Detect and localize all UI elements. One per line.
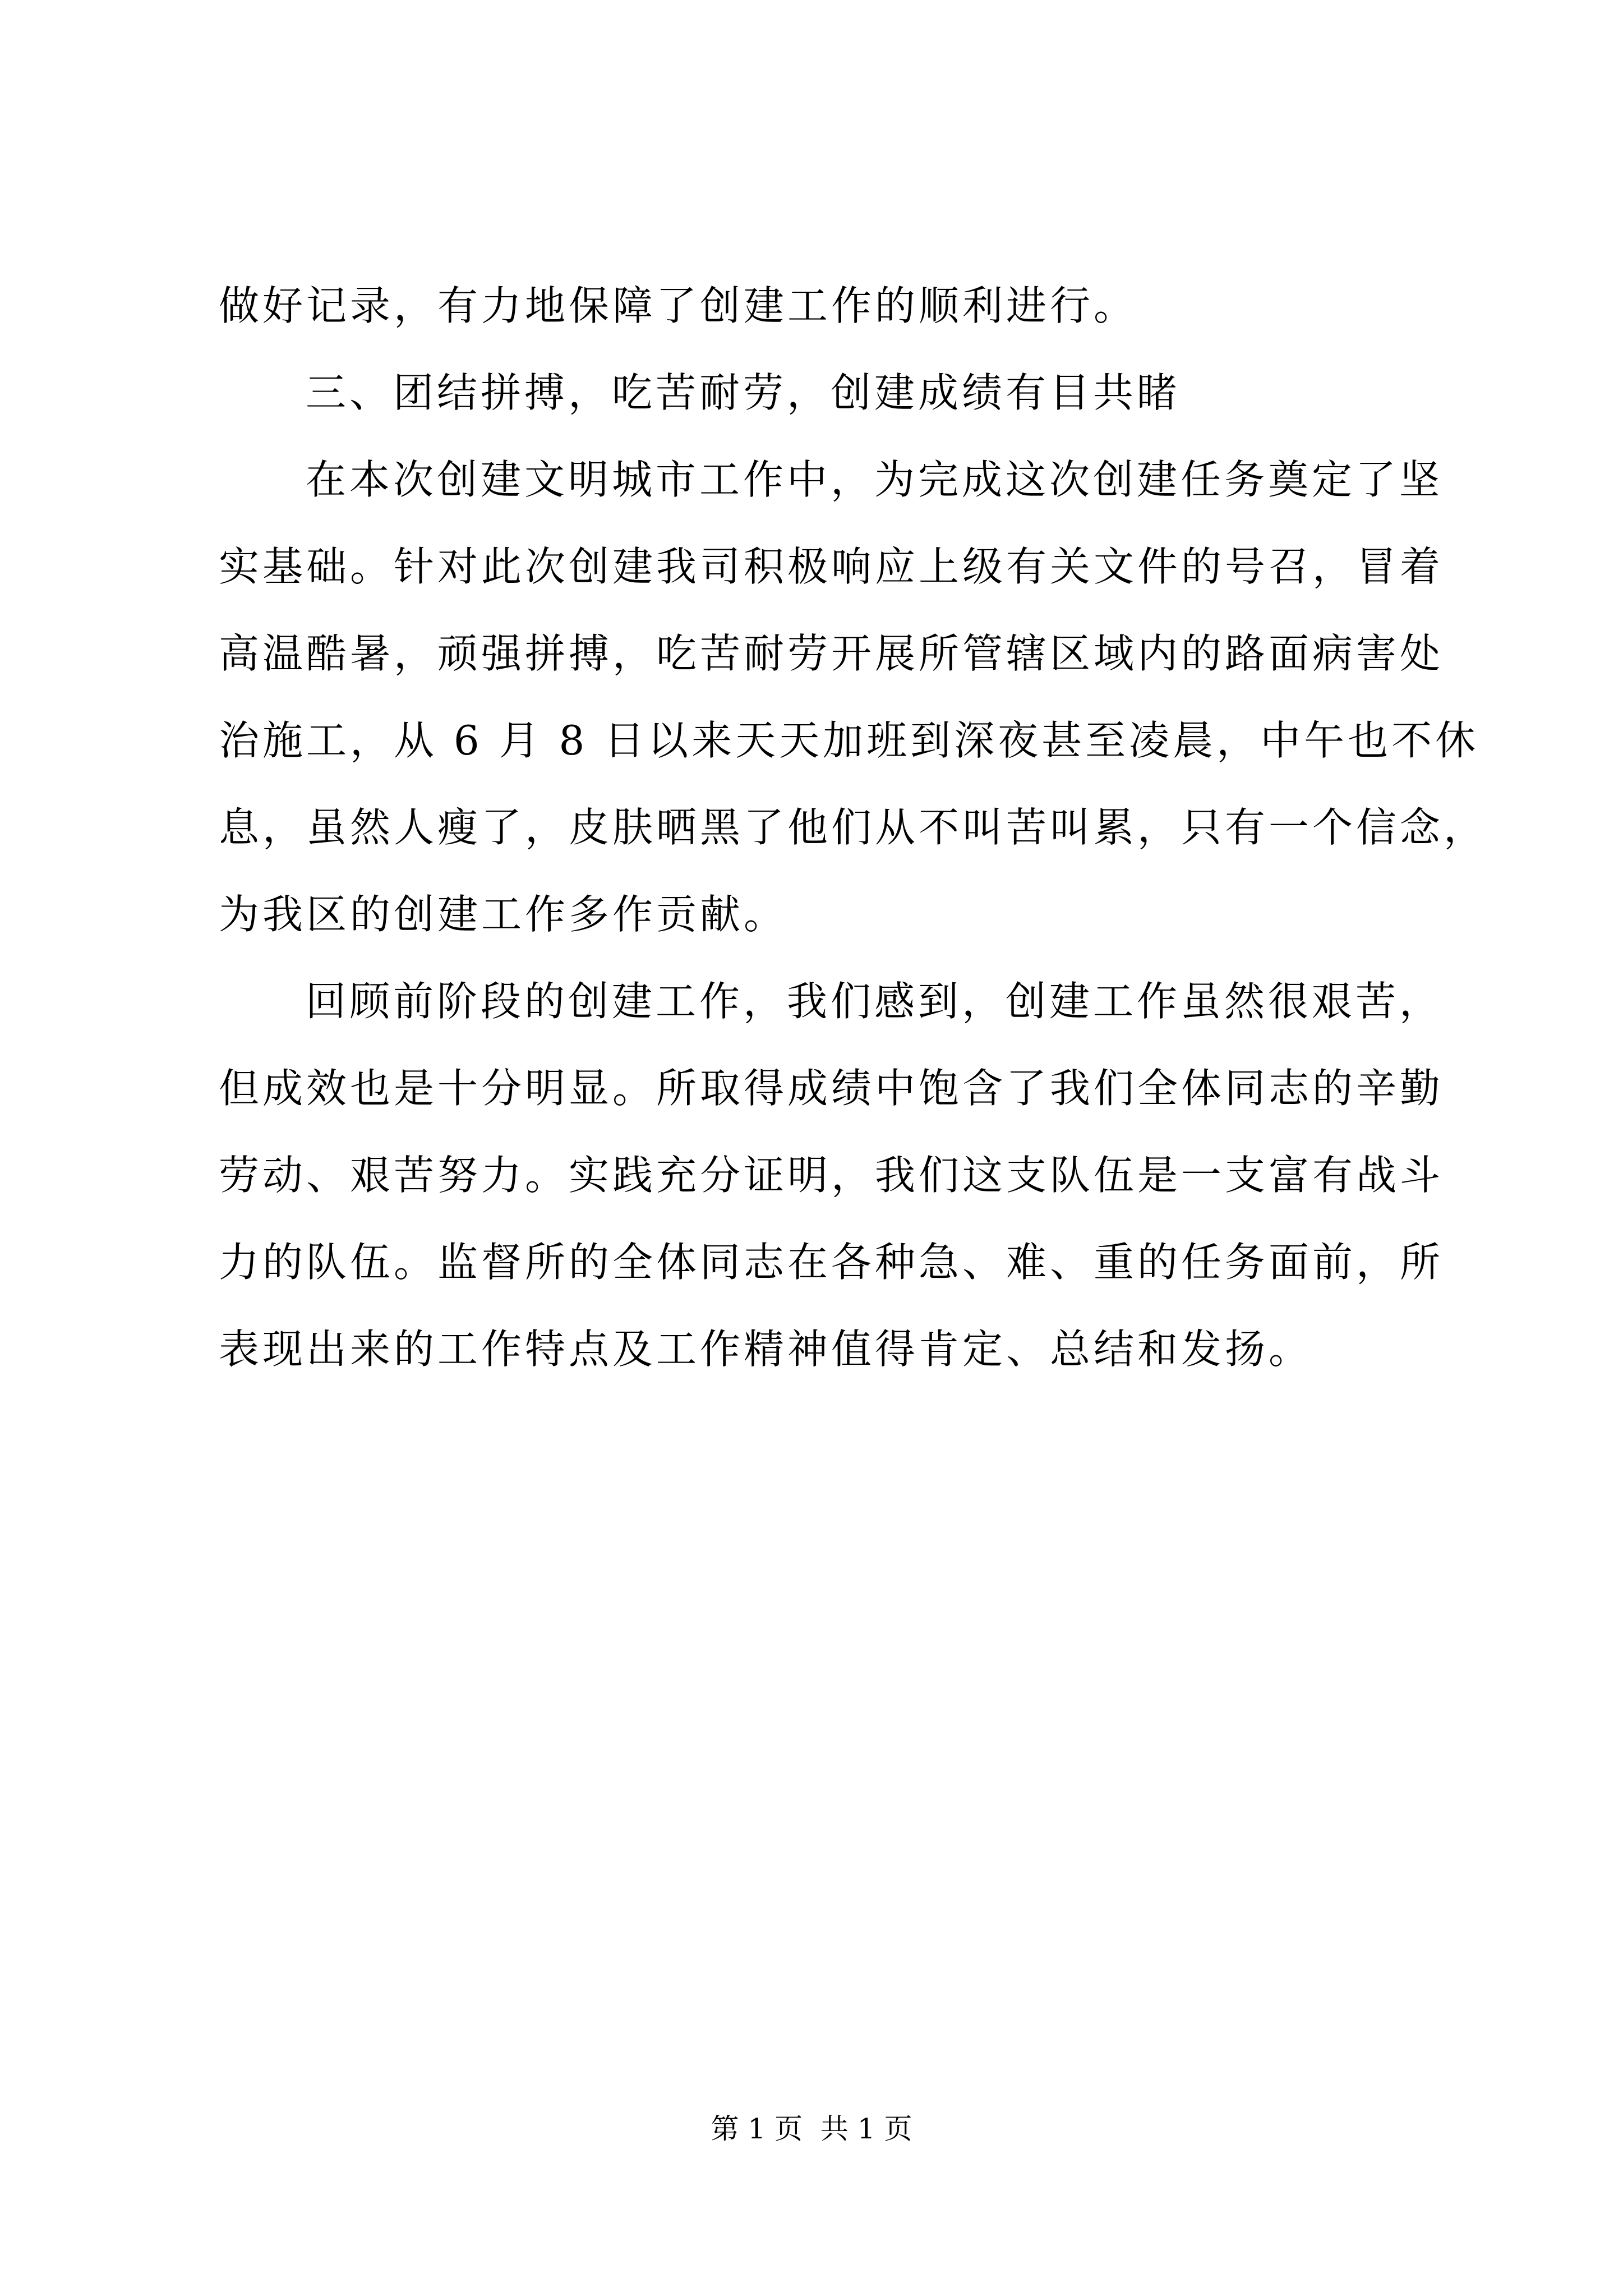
text-line: 高温酷暑，顽强拼搏，吃苦耐劳开展所管辖区域内的路面病害处 <box>219 630 1444 677</box>
text-line: 治施工，从 6 月 8 日以来天天加班到深夜甚至凌晨，中午也不休 <box>219 717 1479 764</box>
page-number: 第 1 页 共 1 页 <box>711 2113 912 2145</box>
text-line: 做好记录，有力地保障了创建工作的顺利进行。 <box>219 282 1138 329</box>
text-line: 在本次创建文明城市工作中，为完成这次创建任务奠定了坚 <box>306 456 1444 503</box>
document-body <box>219 263 1488 1393</box>
text-line: 力的队伍。监督所的全体同志在各种急、难、重的任务面前，所 <box>219 1239 1444 1286</box>
text-line: 为我区的创建工作多作贡献。 <box>219 891 788 938</box>
text-line: 回顾前阶段的创建工作，我们感到，创建工作虽然很艰苦， <box>306 978 1444 1025</box>
page-footer <box>0 2109 1623 2148</box>
text-line: 但成效也是十分明显。所取得成绩中饱含了我们全体同志的辛勤 <box>219 1065 1444 1112</box>
text-line: 实基础。针对此次创建我司积极响应上级有关文件的号召，冒着 <box>219 543 1444 590</box>
text-line: 息，虽然人瘦了，皮肤晒黑了他们从不叫苦叫累，只有一个信念， <box>219 804 1488 851</box>
text-line: 劳动、艰苦努力。实践充分证明，我们这支队伍是一支富有战斗 <box>219 1152 1444 1199</box>
text-line: 表现出来的工作特点及工作精神值得肯定、总结和发扬。 <box>219 1326 1313 1373</box>
section-heading: 三、团结拼搏，吃苦耐劳，创建成绩有目共睹 <box>306 369 1181 416</box>
